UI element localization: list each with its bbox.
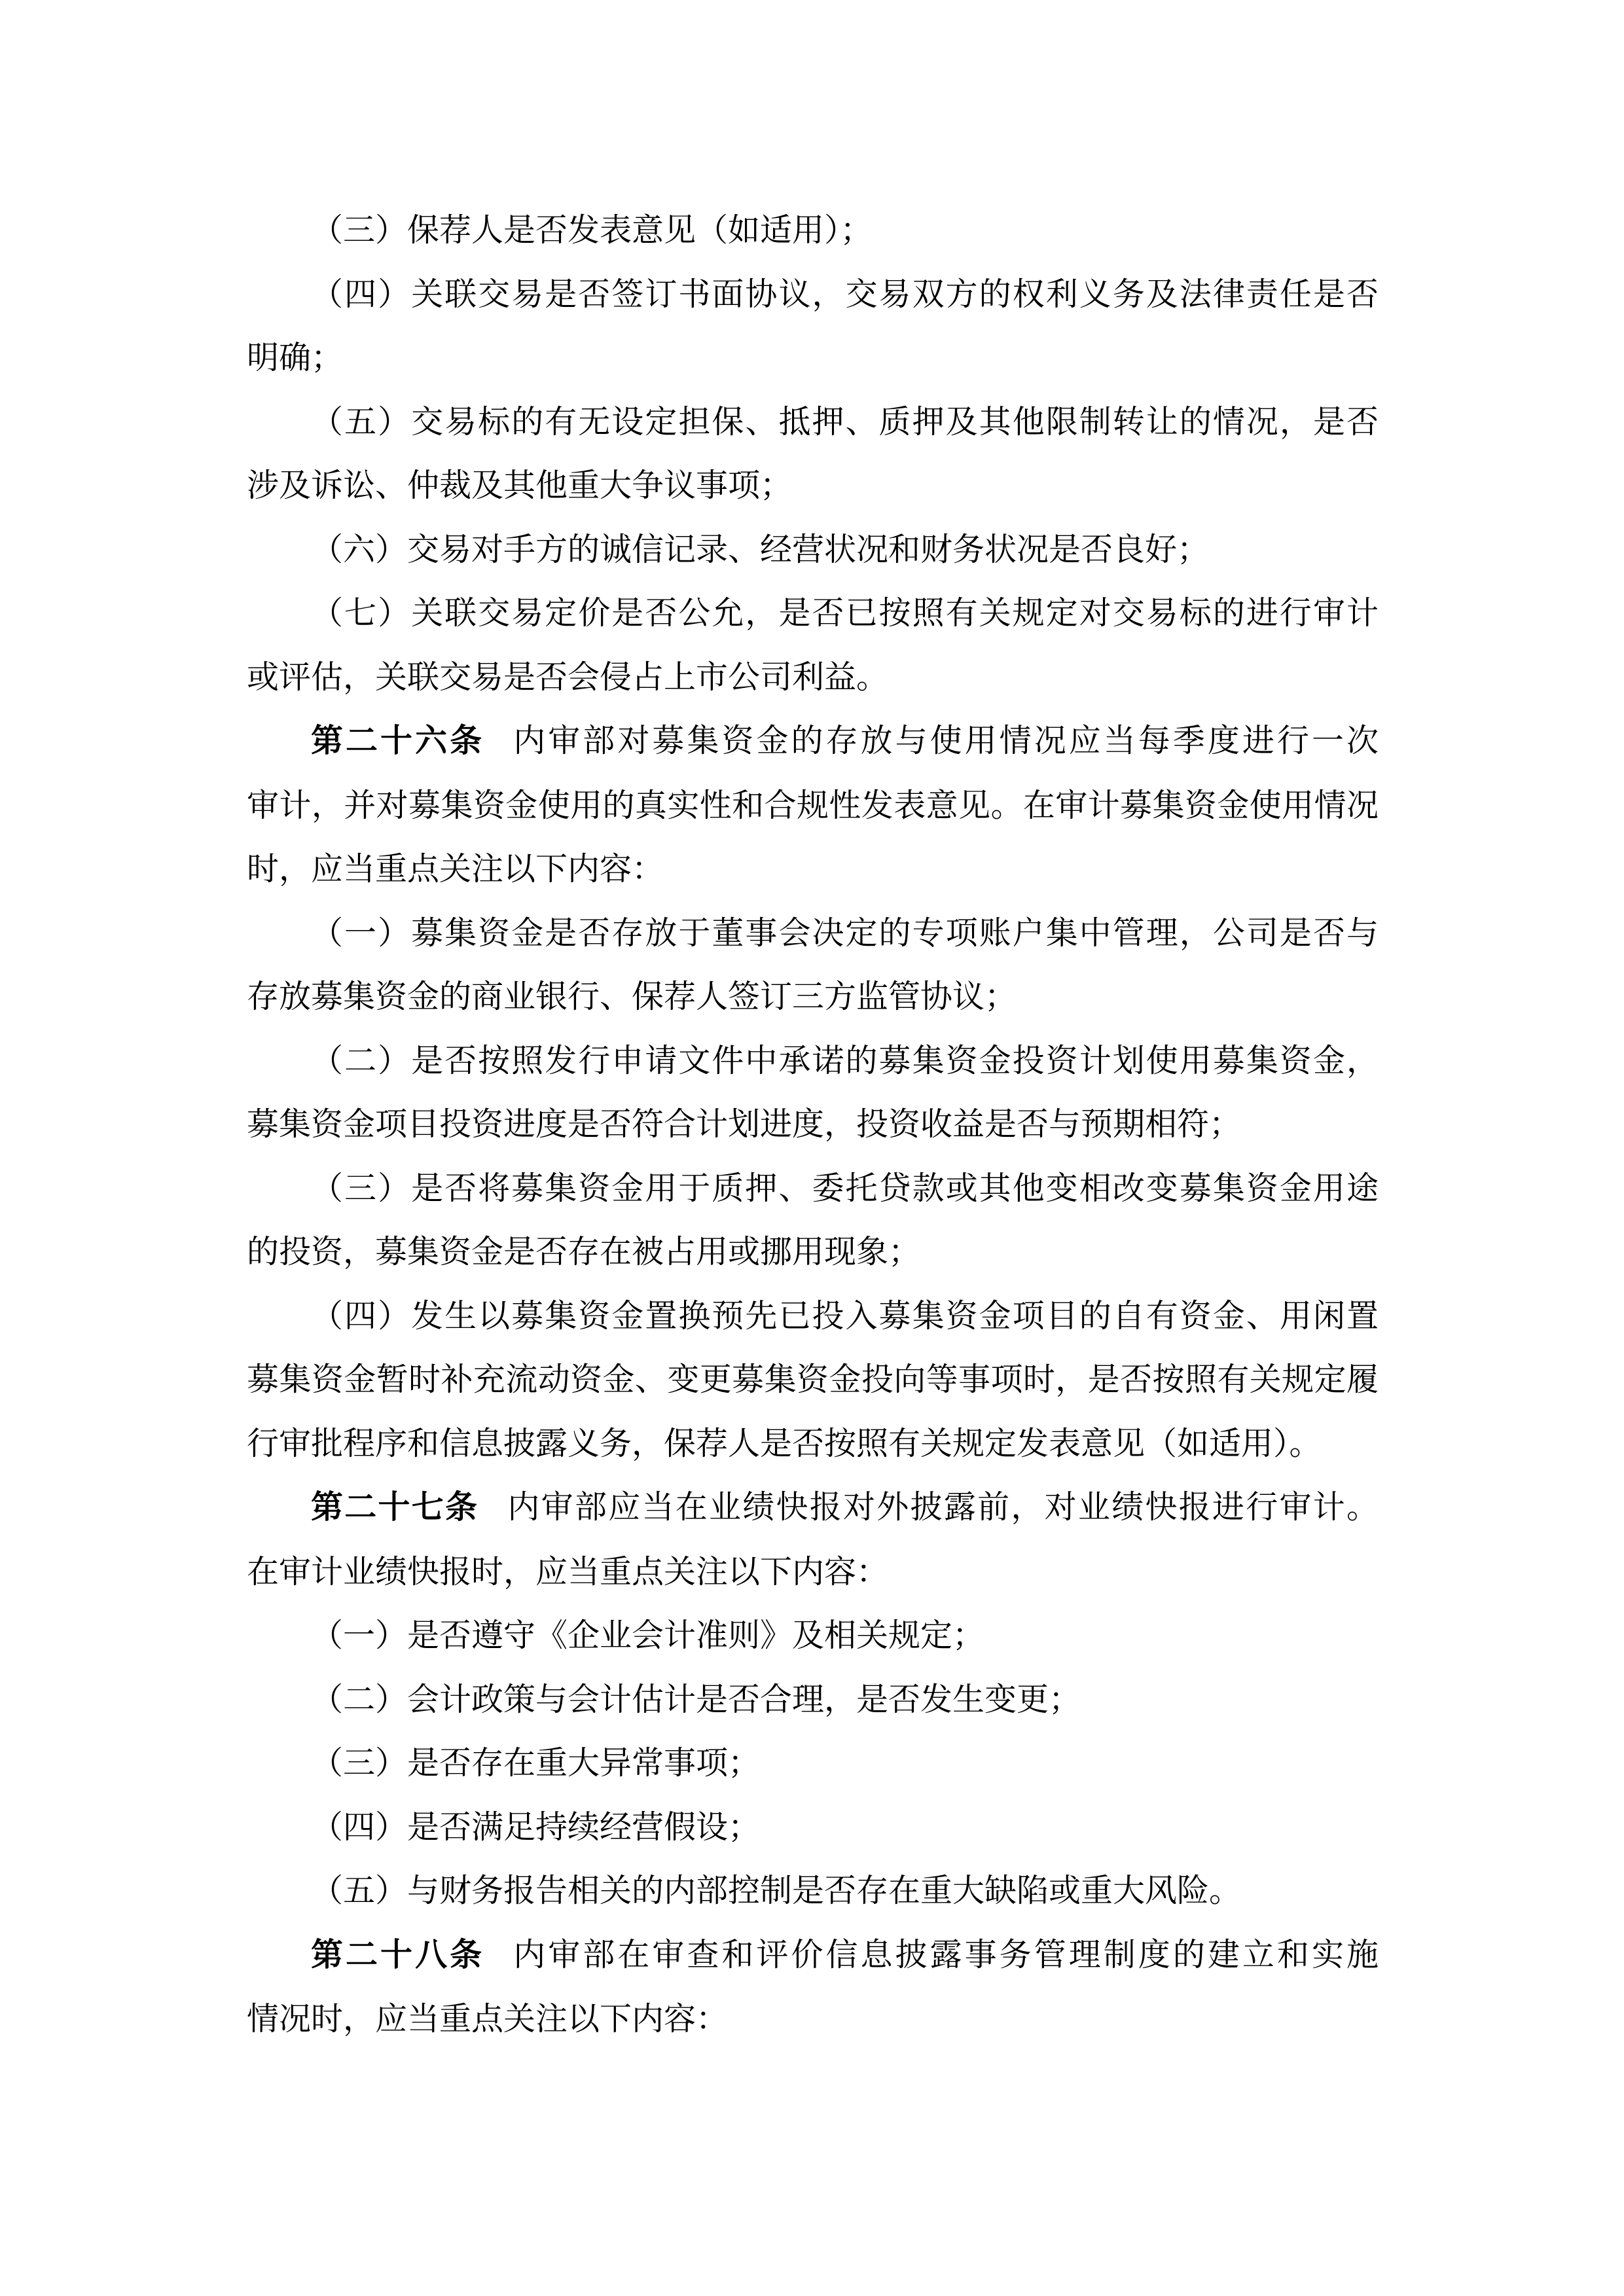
text-line: 涉及诉讼、仲裁及其他重大争议事项； [247,467,793,503]
paragraph-item-27-3 [247,1731,1379,1795]
text-line: 募集资金项目投资进度是否符合计划进度，投资收益是否与预期相符； [247,1106,1242,1142]
document-body [247,198,1379,2051]
text-line: （一）募集资金是否存放于董事会决定的专项账户集中管理，公司是否与 [311,914,1379,951]
text-line: （二）是否按照发行申请文件中承诺的募集资金投资计划使用募集资金， [311,1042,1379,1079]
paragraph-item-27-4 [247,1795,1379,1859]
paragraph-item-27-1 [247,1604,1379,1668]
paragraph-item-27-5 [247,1859,1379,1923]
paragraph-item-3 [247,198,1379,262]
text-line: （七）关联交易定价是否公允，是否已按照有关规定对交易标的进行审计 [311,595,1379,631]
paragraph-article-27 [247,1475,1379,1604]
text-line: （三）是否存在重大异常事项； [311,1745,761,1781]
text-line: 审计，并对募集资金使用的真实性和合规性发表意见。在审计募集资金使用情况 [247,787,1379,823]
text-line: （三）是否将募集资金用于质押、委托贷款或其他变相改变募集资金用途 [311,1170,1379,1206]
paragraph-item-26-1 [247,901,1379,1029]
text-line: 的投资，募集资金是否存在被占用或挪用现象； [247,1234,921,1270]
article-text: 内审部在审查和评价信息披露事务管理制度的建立和实施 [513,1936,1379,1973]
text-line: 存放募集资金的商业银行、保荐人签订三方监管协议； [247,978,1017,1014]
paragraph-item-5 [247,390,1379,518]
paragraph-article-28 [247,1923,1379,2051]
paragraph-item-26-2 [247,1029,1379,1157]
text-line: 时，应当重点关注以下内容： [247,851,664,887]
text-line: 或评估，关联交易是否会侵占上市公司利益。 [247,658,889,695]
text-line: （一）是否遵守《企业会计准则》及相关规定； [311,1617,985,1653]
article-text: 内审部对募集资金的存放与使用情况应当每季度进行一次 [513,723,1379,759]
article-text: 内审部应当在业绩快报对外披露前，对业绩快报进行审计。 [507,1489,1379,1525]
paragraph-article-26 [247,709,1379,901]
paragraph-item-6 [247,518,1379,582]
text-line: （二）会计政策与会计估计是否合理，是否发生变更； [311,1681,1081,1717]
text-line: （三）保荐人是否发表意见（如适用）； [311,212,873,248]
article-number: 第二十八条 [311,1937,485,1973]
text-line: 募集资金暂时补充流动资金、变更募集资金投向等事项时，是否按照有关规定履 [247,1361,1379,1397]
text-line: （五）交易标的有无设定担保、抵押、质押及其他限制转让的情况，是否 [311,403,1379,440]
text-line: 在审计业绩快报时，应当重点关注以下内容： [247,1553,889,1590]
paragraph-item-26-4 [247,1284,1379,1476]
paragraph-item-26-3 [247,1157,1379,1284]
text-line: （六）交易对手方的诚信记录、经营状况和财务状况是否良好； [311,531,1210,567]
text-line [247,709,1379,774]
text-line: （四）发生以募集资金置换预先已投入募集资金项目的自有资金、用闲置 [311,1297,1379,1334]
article-number: 第二十七条 [311,1490,479,1525]
text-line: （五）与财务报告相关的内部控制是否存在重大缺陷或重大风险。 [311,1873,1242,1909]
text-line: （四）关联交易是否签订书面协议，交易双方的权利义务及法律责任是否 [311,276,1379,312]
paragraph-item-4 [247,262,1379,390]
article-number: 第二十六条 [311,723,485,759]
paragraph-item-27-2 [247,1668,1379,1732]
paragraph-item-7 [247,581,1379,709]
text-line: 行审批程序和信息披露义务，保荐人是否按照有关规定发表意见（如适用）。 [247,1425,1322,1462]
text-line [247,1475,1379,1540]
text-line: （四）是否满足持续经营假设； [311,1808,761,1845]
text-line: 情况时，应当重点关注以下内容： [247,2001,729,2037]
text-line: 明确； [247,340,344,376]
text-line [247,1923,1379,1988]
